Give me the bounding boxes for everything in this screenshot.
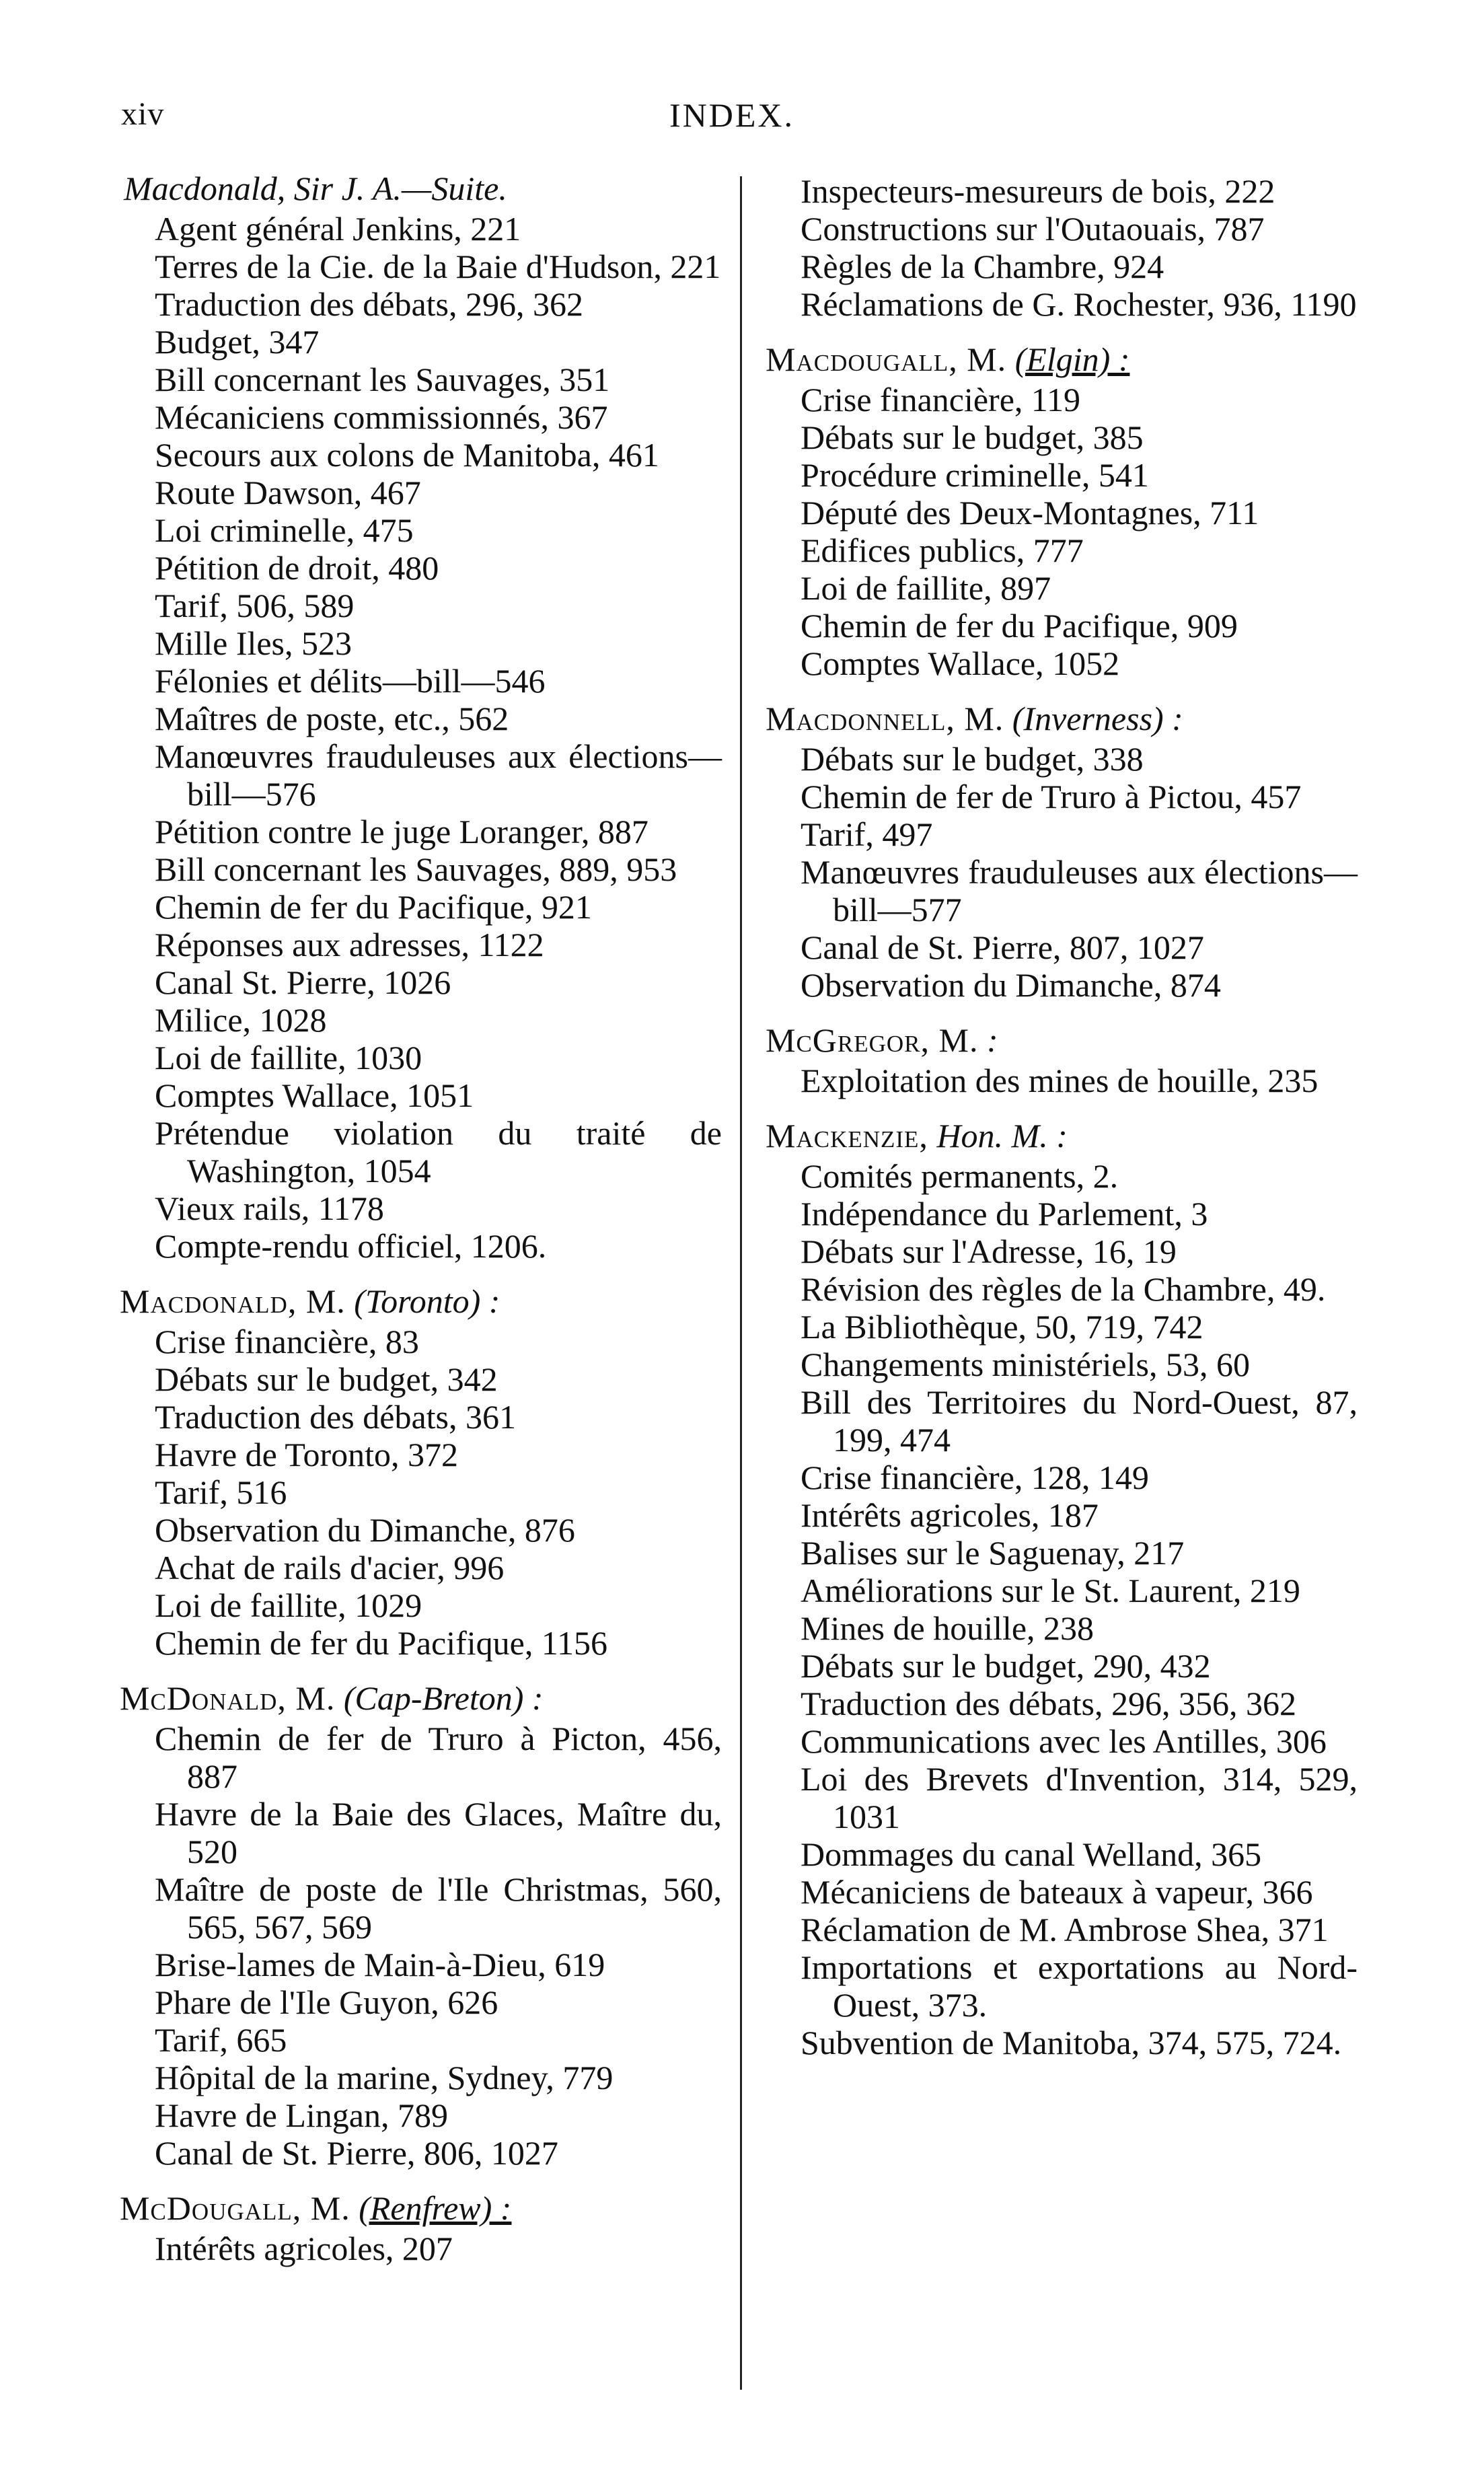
- entry-heading-constituency: (Renfrew) :: [359, 2189, 512, 2227]
- subentry: Pétition contre le juge Loranger, 887: [155, 813, 648, 850]
- subentry: Subvention de Manitoba, 374, 575, 724.: [801, 2024, 1342, 2061]
- subentry: Chemin de fer du Pacifique, 921: [155, 888, 592, 926]
- subentry: Prétendue violation du traité de Washington, 1054: [155, 1114, 722, 1189]
- subentry: Chemin de fer du Pacifique, 909: [801, 607, 1238, 645]
- subentry: Bill concernant les Sauvages, 889, 953: [155, 850, 677, 888]
- subentry: Débats sur le budget, 338: [801, 740, 1144, 778]
- entry-heading-name: McGregor, M.: [766, 1021, 979, 1059]
- subentry: Mines de houille, 238: [801, 1609, 1095, 1647]
- entry-heading: [766, 340, 1358, 378]
- subentry: Hôpital de la marine, Sydney, 779: [155, 2059, 614, 2096]
- entry-heading-name: Mackenzie,: [766, 1117, 928, 1155]
- entry-heading-name: McDougall, M.: [120, 2189, 350, 2227]
- index-entry: [120, 170, 722, 1265]
- subentry: Brise-lames de Main-à-Dieu, 619: [155, 1946, 605, 1983]
- index-entry: [120, 1282, 722, 1662]
- subentry: Maître de poste de l'Ile Christmas, 560, 565, 567, 569: [155, 1870, 722, 1946]
- entry-heading-constituency: (Inverness) :: [1012, 700, 1183, 737]
- subentry: Inspecteurs-mesureurs de bois, 222: [801, 172, 1275, 210]
- subentry: Tarif, 497: [801, 815, 933, 853]
- subentry: Importations et exportations au Nord-Ouest, 373.: [801, 1948, 1358, 2024]
- running-head: INDEX.: [669, 96, 795, 134]
- subentry: Débats sur le budget, 342: [155, 1360, 498, 1398]
- subentry: Canal de St. Pierre, 807, 1027: [801, 928, 1204, 966]
- subentry: Débats sur le budget, 385: [801, 418, 1144, 456]
- subentry: Révision des règles de la Chambre, 49.: [801, 1270, 1326, 1308]
- subentry: Observation du Dimanche, 876: [155, 1511, 575, 1549]
- subentry-list: [120, 1323, 722, 1662]
- subentry: Mécaniciens de bateaux à vapeur, 366: [801, 1873, 1313, 1911]
- subentry: Traduction des débats, 296, 356, 362: [801, 1685, 1296, 1722]
- entry-heading: [120, 1679, 722, 1717]
- subentry: Loi criminelle, 475: [155, 511, 414, 549]
- subentry: Manœuvres frauduleuses aux élections—bill—577: [801, 853, 1358, 928]
- subentry-list: [766, 1157, 1358, 2061]
- subentry: Havre de Lingan, 789: [155, 2096, 448, 2134]
- subentry: Tarif, 516: [155, 1473, 287, 1511]
- subentry: Intérêts agricoles, 187: [801, 1496, 1099, 1534]
- subentry: La Bibliothèque, 50, 719, 742: [801, 1308, 1203, 1346]
- subentry: Bill concernant les Sauvages, 351: [155, 361, 610, 398]
- subentry: Crise financière, 119: [801, 381, 1081, 418]
- page-number: xiv: [121, 96, 165, 132]
- subentry: Règles de la Chambre, 924: [801, 248, 1164, 285]
- left-column: [120, 170, 722, 2273]
- subentry: Améliorations sur le St. Laurent, 219: [801, 1572, 1300, 1609]
- column-divider: [740, 176, 742, 2390]
- subentry-list: [766, 1062, 1358, 1099]
- subentry: Communications avec les Antilles, 306: [801, 1722, 1327, 1760]
- entry-heading-constituency: (Cap-Breton) :: [343, 1679, 544, 1717]
- subentry: Milice, 1028: [155, 1001, 327, 1039]
- index-entry: [120, 2189, 722, 2267]
- entry-heading: [766, 1117, 1358, 1155]
- subentry: Pétition de droit, 480: [155, 549, 439, 587]
- subentry: Vieux rails, 1178: [155, 1189, 384, 1227]
- subentry: Comptes Wallace, 1051: [155, 1076, 474, 1114]
- subentry: Mécaniciens commissionnés, 367: [155, 398, 608, 436]
- subentry: Traduction des débats, 296, 362: [155, 285, 583, 323]
- subentry: Procédure criminelle, 541: [801, 456, 1149, 494]
- subentry: Chemin de fer de Truro à Pictou, 457: [801, 778, 1302, 815]
- subentry: Loi de faillite, 1030: [155, 1039, 422, 1076]
- entry-heading: [766, 700, 1358, 737]
- subentry: Balises sur le Saguenay, 217: [801, 1534, 1185, 1572]
- subentry: Canal de St. Pierre, 806, 1027: [155, 2134, 558, 2172]
- subentry-list: [766, 381, 1358, 682]
- entry-heading-name: Macdonnell, M.: [766, 700, 1004, 737]
- entry-heading-name: Macdonald, M.: [120, 1282, 346, 1320]
- subentry-list: [120, 210, 722, 1265]
- subentry: Budget, 347: [155, 323, 320, 361]
- subentry: Tarif, 506, 589: [155, 587, 355, 624]
- subentry: Agent général Jenkins, 221: [155, 210, 521, 248]
- subentry: Député des Deux-Montagnes, 711: [801, 494, 1259, 532]
- subentry: Loi de faillite, 1029: [155, 1586, 422, 1624]
- subentry: Manœuvres frauduleuses aux élections—bill—576: [155, 737, 722, 813]
- entry-heading: [120, 2189, 722, 2227]
- subentry: Chemin de fer du Pacifique, 1156: [155, 1624, 607, 1662]
- subentry: Loi de faillite, 897: [801, 569, 1051, 607]
- subentry: Débats sur le budget, 290, 432: [801, 1647, 1211, 1685]
- entry-heading-constituency: Hon. M. :: [936, 1117, 1068, 1155]
- entry-heading-constituency: :: [987, 1021, 998, 1059]
- index-entry: [766, 1021, 1358, 1099]
- subentry: Canal St. Pierre, 1026: [155, 963, 451, 1001]
- subentry: Traduction des débats, 361: [155, 1398, 516, 1436]
- subentry: Réclamation de M. Ambrose Shea, 371: [801, 1911, 1329, 1948]
- subentry: Exploitation des mines de houille, 235: [801, 1062, 1319, 1099]
- subentry: Observation du Dimanche, 874: [801, 966, 1221, 1004]
- subentry: Intérêts agricoles, 207: [155, 2230, 453, 2267]
- subentry-list: [766, 172, 1358, 323]
- subentry: Dommages du canal Welland, 365: [801, 1835, 1262, 1873]
- index-entry: [766, 172, 1358, 323]
- subentry: Changements ministériels, 53, 60: [801, 1346, 1250, 1383]
- subentry: Débats sur l'Adresse, 16, 19: [801, 1233, 1177, 1270]
- subentry: Comités permanents, 2.: [801, 1157, 1119, 1195]
- subentry: Mille Iles, 523: [155, 624, 353, 662]
- subentry: Loi des Brevets d'Invention, 314, 529, 1031: [801, 1760, 1358, 1835]
- subentry: Crise financière, 83: [155, 1323, 419, 1360]
- entry-heading-constituency: (Toronto) :: [354, 1282, 500, 1320]
- index-entry: [766, 340, 1358, 682]
- subentry-list: [120, 2230, 722, 2267]
- subentry: Bill des Territoires du Nord-Ouest, 87, 199, 474: [801, 1383, 1358, 1459]
- entry-heading: [120, 170, 722, 207]
- subentry: Edifices publics, 777: [801, 532, 1084, 569]
- subentry: Chemin de fer de Truro à Picton, 456, 887: [155, 1720, 722, 1795]
- subentry: Réponses aux adresses, 1122: [155, 926, 544, 963]
- subentry-list: [120, 1720, 722, 2172]
- entry-heading-name: Macdonald, Sir J. A.—Suite.: [124, 170, 507, 207]
- subentry: Crise financière, 128, 149: [801, 1459, 1149, 1496]
- subentry: Route Dawson, 467: [155, 474, 421, 511]
- subentry: Maîtres de poste, etc., 562: [155, 700, 509, 737]
- subentry: Compte-rendu officiel, 1206.: [155, 1227, 547, 1265]
- subentry: Terres de la Cie. de la Baie d'Hudson, 221: [155, 248, 721, 285]
- subentry: Secours aux colons de Manitoba, 461: [155, 436, 659, 474]
- subentry: Comptes Wallace, 1052: [801, 645, 1120, 682]
- entry-heading: [766, 1021, 1358, 1059]
- subentry: Félonies et délits—bill—546: [155, 662, 546, 700]
- index-entry: [766, 1117, 1358, 2061]
- entry-heading-constituency: (Elgin) :: [1014, 340, 1130, 378]
- subentry: Achat de rails d'acier, 996: [155, 1549, 505, 1586]
- subentry: Réclamations de G. Rochester, 936, 1190: [801, 285, 1357, 323]
- subentry: Havre de Toronto, 372: [155, 1436, 459, 1473]
- subentry: Havre de la Baie des Glaces, Maître du, 520: [155, 1795, 722, 1870]
- subentry: Phare de l'Ile Guyon, 626: [155, 1983, 498, 2021]
- subentry: Indépendance du Parlement, 3: [801, 1195, 1208, 1233]
- right-column: [766, 170, 1358, 2067]
- index-entry: [120, 1679, 722, 2172]
- subentry: Tarif, 665: [155, 2021, 287, 2059]
- subentry-list: [766, 740, 1358, 1004]
- entry-heading-name: Macdougall, M.: [766, 340, 1007, 378]
- index-entry: [766, 700, 1358, 1004]
- subentry: Constructions sur l'Outaouais, 787: [801, 210, 1265, 248]
- entry-heading: [120, 1282, 722, 1320]
- entry-heading-name: McDonald, M.: [120, 1679, 336, 1717]
